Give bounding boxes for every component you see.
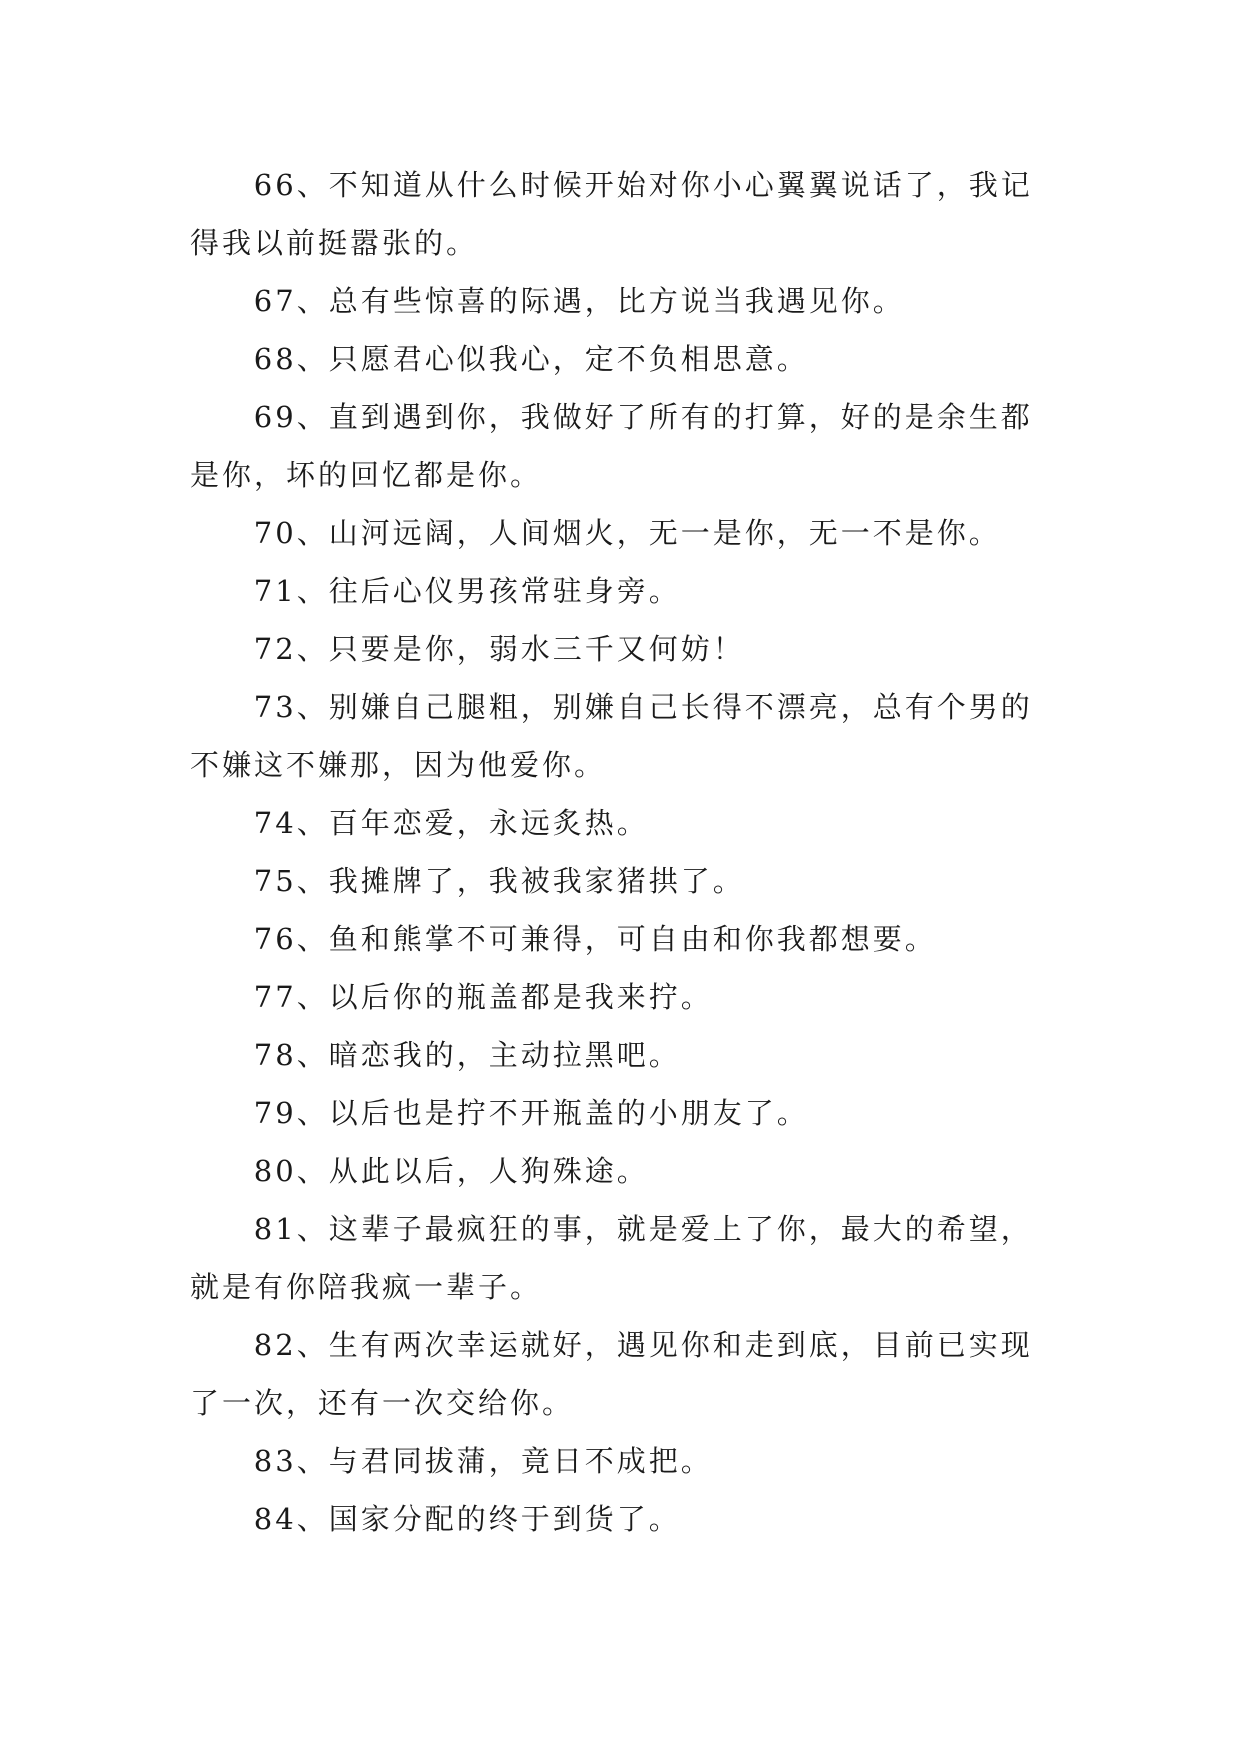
paragraph-78: 78、暗恋我的，主动拉黑吧。	[253, 1038, 681, 1072]
paragraph-71: 71、往后心仪男孩常驻身旁。	[253, 574, 681, 608]
paragraph-75: 75、我摊牌了，我被我家猪拱了。	[253, 864, 745, 898]
paragraph-69: 69、直到遇到你，我做好了所有的打算，好的是余生都是你，坏的回忆都是你。	[190, 400, 1033, 492]
paragraph-68: 68、只愿君心似我心，定不负相思意。	[253, 342, 809, 376]
paragraph-83: 83、与君同拔蒲，竟日不成把。	[253, 1444, 713, 1478]
paragraph-70: 70、山河远阔，人间烟火，无一是你，无一不是你。	[253, 516, 1001, 550]
paragraph-74: 74、百年恋爱，永远炙热。	[253, 806, 649, 840]
paragraph-80: 80、从此以后，人狗殊途。	[253, 1154, 649, 1188]
document-body	[190, 156, 1060, 1548]
paragraph-72: 72、只要是你，弱水三千又何妨！	[253, 632, 745, 666]
paragraph-77: 77、以后你的瓶盖都是我来拧。	[253, 980, 713, 1014]
paragraph-81: 81、这辈子最疯狂的事，就是爱上了你，最大的希望，就是有你陪我疯一辈子。	[190, 1212, 1033, 1304]
paragraph-66: 66、不知道从什么时候开始对你小心翼翼说话了，我记得我以前挺嚣张的。	[190, 168, 1033, 260]
paragraph-73: 73、别嫌自己腿粗，别嫌自己长得不漂亮，总有个男的不嫌这不嫌那，因为他爱你。	[190, 690, 1033, 782]
paragraph-79: 79、以后也是拧不开瓶盖的小朋友了。	[253, 1096, 809, 1130]
paragraph-67: 67、总有些惊喜的际遇，比方说当我遇见你。	[253, 284, 905, 318]
paragraph-82: 82、生有两次幸运就好，遇见你和走到底，目前已实现了一次，还有一次交给你。	[190, 1328, 1033, 1420]
paragraph-84: 84、国家分配的终于到货了。	[253, 1502, 681, 1536]
paragraph-76: 76、鱼和熊掌不可兼得，可自由和你我都想要。	[253, 922, 937, 956]
